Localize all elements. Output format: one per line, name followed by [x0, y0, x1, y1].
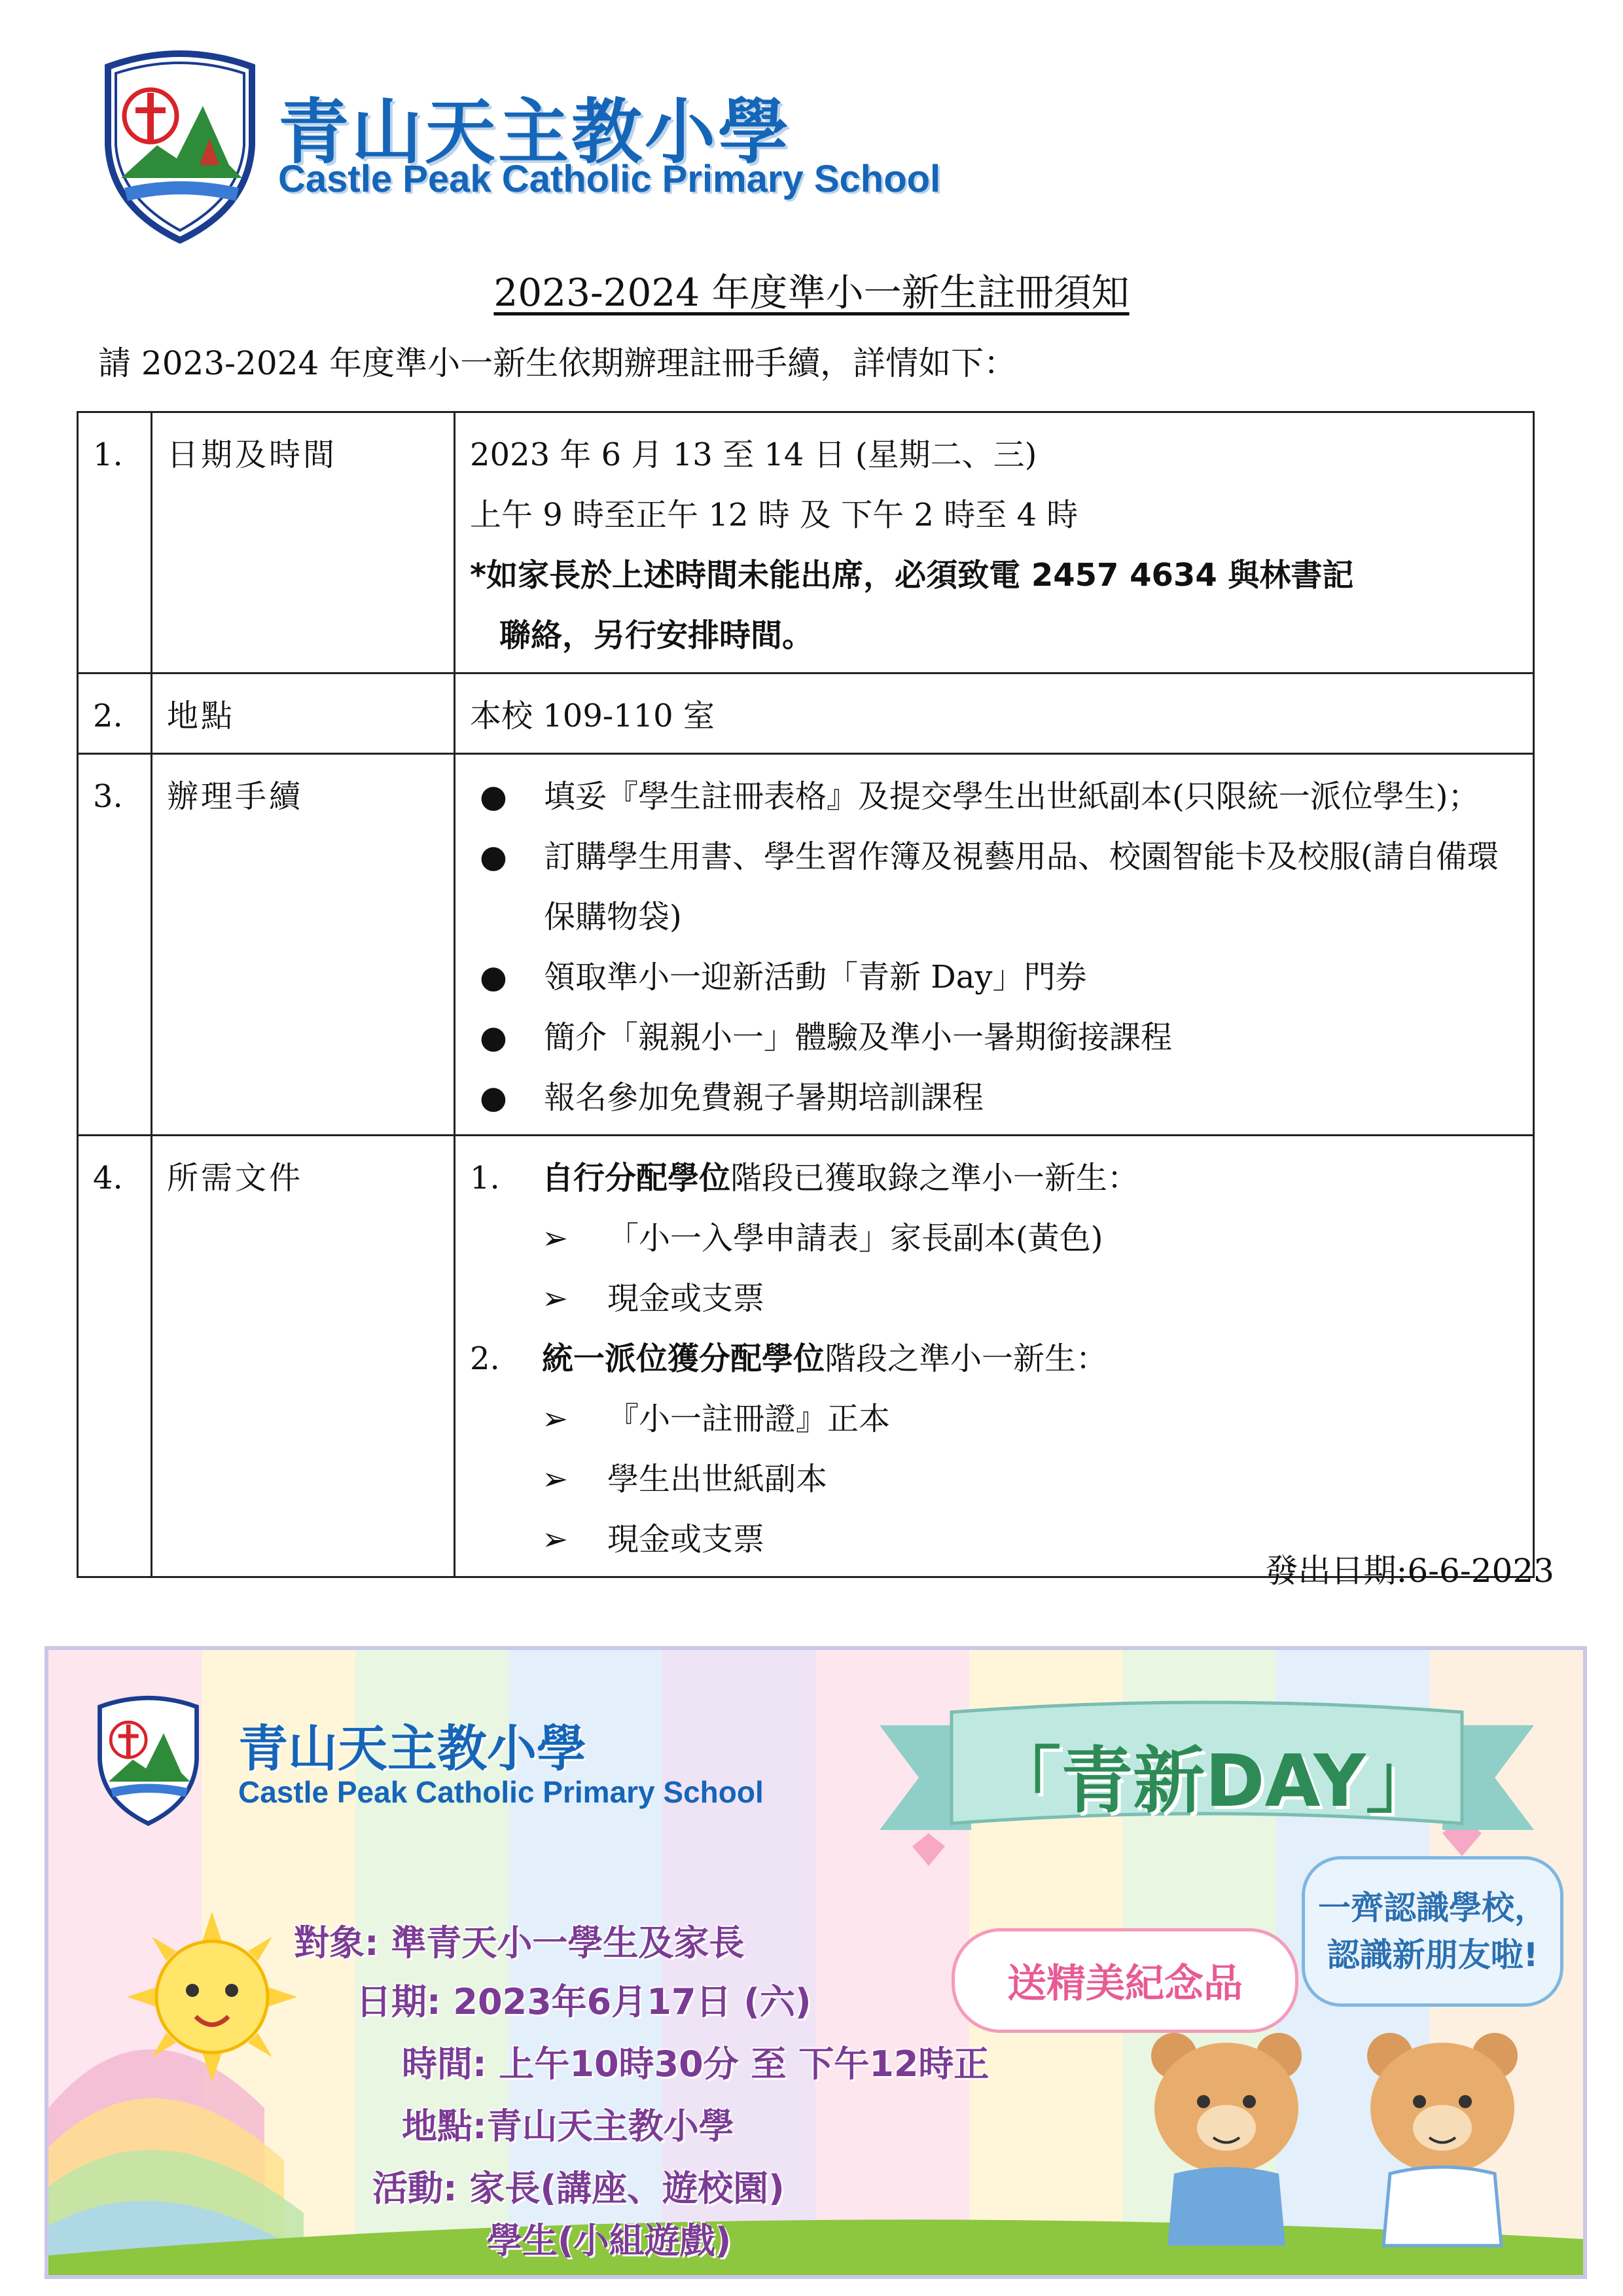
row-label: 所需文件 [152, 1136, 455, 1577]
event-date: 日期: 2023年6月17日 (六) [356, 1981, 812, 2022]
document-title: 2023-2024 年度準小一新生註冊須知 [493, 270, 1130, 315]
bullet-icon: ● [480, 778, 507, 815]
arrow-bullet-icon: ➢ [542, 1280, 569, 1317]
banner-school-name-zh: 青山天主教小學 [238, 1719, 586, 1778]
issue-date: 發出日期:6-6-2023 [1265, 1552, 1554, 1590]
list-item: ➢ 「小一入學申請表」家長副本(黃色) [470, 1208, 1521, 1268]
bullet-icon: ● [480, 1079, 507, 1116]
arrow-bullet-icon: ➢ [542, 1461, 569, 1498]
list-item: ➢ 學生出世紙副本 [470, 1449, 1521, 1509]
contact-note-continued: 聯絡，另行安排時間。 [499, 617, 814, 654]
row-label: 辦理手續 [152, 754, 455, 1136]
arrow-bullet-icon: ➢ [542, 1220, 569, 1257]
table-row [78, 754, 1534, 1136]
document-group-heading: 1. 自行分配學位階段已獲取錄之準小一新生： [470, 1160, 1139, 1196]
table-row [78, 412, 1534, 673]
list-item: ➢ 現金或支票 [470, 1268, 1521, 1329]
gift-bubble: 送精美紀念品 [952, 1928, 1298, 2033]
list-item: ● 報名參加免費親子暑期培訓課程 [470, 1067, 1521, 1128]
school-crest-icon [95, 47, 265, 243]
arrow-bullet-icon: ➢ [542, 1401, 569, 1437]
row-label: 地點 [152, 673, 455, 754]
row-number: 2. [78, 673, 152, 754]
school-crest-icon [91, 1693, 205, 1827]
school-name-zh: 青山天主教小學 [278, 92, 792, 173]
school-name-en: Castle Peak Catholic Primary School [278, 158, 941, 200]
sun-icon [127, 1912, 297, 2082]
row-number: 1. [78, 412, 152, 673]
arrow-bullet-icon: ➢ [542, 1521, 569, 1558]
event-banner [45, 1646, 1587, 2279]
event-venue: 地點:青山天主教小學 [402, 2106, 734, 2147]
registration-info-table [77, 411, 1535, 1578]
table-row [78, 673, 1534, 754]
list-item: ● 訂購學生用書、學生習作簿及視藝用品、校園智能卡及校服(請自備環保購物袋) [470, 827, 1521, 947]
bullet-icon: ● [480, 838, 507, 875]
banner-school-name-en: Castle Peak Catholic Primary School [238, 1775, 764, 1809]
contact-note: *如家長於上述時間未能出席，必須致電 2457 4634 與林書記 [470, 557, 1354, 594]
list-item: ● 領取準小一迎新活動「青新 Day」門券 [470, 947, 1521, 1007]
event-activity-parent: 活動: 家長(講座、遊校園) [372, 2168, 785, 2209]
row-content [455, 754, 1534, 1136]
list-item: ● 簡介「親親小一」體驗及準小一暑期銜接課程 [470, 1007, 1521, 1067]
list-item: ➢ 『小一註冊證』正本 [470, 1389, 1521, 1449]
event-title: 「青新DAY」 [989, 1739, 1438, 1823]
event-activity-student: 學生(小組遊戲) [487, 2220, 732, 2261]
bear-mascots-icon [1135, 2030, 1541, 2252]
row-content [455, 1136, 1534, 1577]
row-content [455, 412, 1534, 673]
event-target: 對象: 準青天小一學生及家長 [294, 1922, 745, 1964]
table-row [78, 1136, 1534, 1577]
document-group-heading: 2. 統一派位獲分配學位階段之準小一新生： [470, 1340, 1108, 1377]
intro-text: 請 2023-2024 年度準小一新生依期辦理註冊手續，詳情如下： [98, 344, 1017, 382]
bullet-icon: ● [480, 1019, 507, 1056]
list-item: ● 填妥『學生註冊表格』及提交學生出世紙副本(只限統一派位學生)； [470, 766, 1521, 827]
row-number: 4. [78, 1136, 152, 1577]
row-content: 本校 109-110 室 [455, 673, 1534, 754]
row-label: 日期及時間 [152, 412, 455, 673]
event-time: 時間: 上午10時30分 至 下午12時正 [402, 2043, 990, 2085]
slogan-bubble: 一齊認識學校， 認識新朋友啦! [1302, 1856, 1563, 2007]
time-line: 上午 9 時至正午 12 時 及 下午 2 時至 4 時 [470, 497, 1079, 533]
list-item: ➢ 現金或支票 [470, 1509, 1521, 1570]
bullet-icon: ● [480, 959, 507, 996]
date-line: 2023 年 6 月 13 至 14 日 (星期二、三) [470, 437, 1037, 473]
row-number: 3. [78, 754, 152, 1136]
